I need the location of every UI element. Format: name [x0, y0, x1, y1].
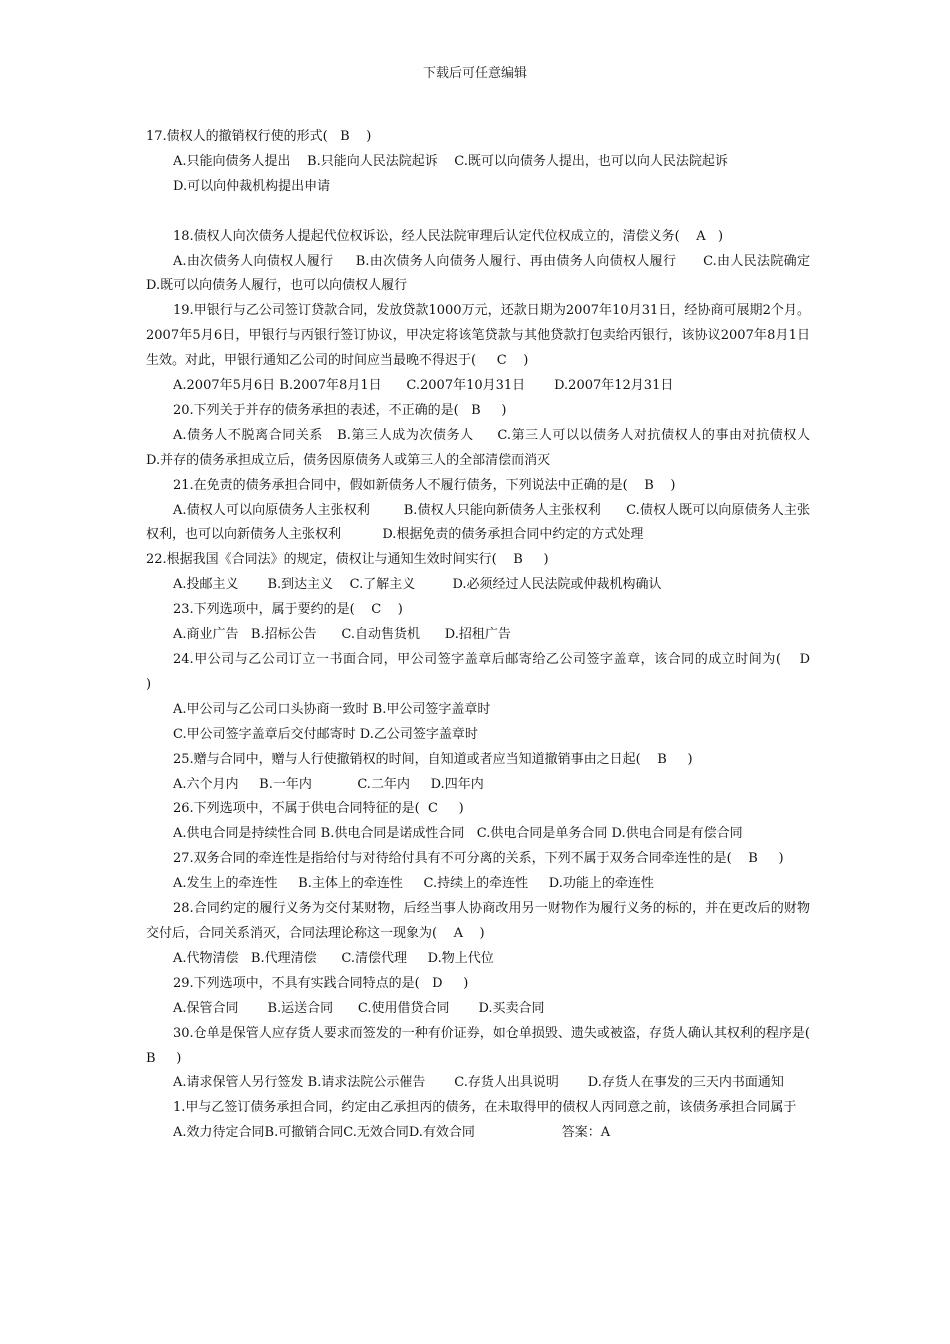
text-line: A.保管合同 B.运送合同 C.使用借贷合同 D.买卖合同	[173, 1000, 545, 1016]
text-line: A.六个月内 B.一年内 C.二年内 D.四年内	[173, 776, 484, 792]
text-line: A.代物清偿 B.代理清偿 C.清偿代理 D.物上代位	[173, 950, 494, 966]
text-line: 22.根据我国《合同法》的规定，债权让与通知生效时间实行( B )	[146, 552, 549, 568]
document-body	[146, 125, 844, 1146]
text-line: 19.甲银行与乙公司签订贷款合同，发放贷款1000万元，还款日期为2007年10月31日，经协商可展期2个月。2007年5月6日，甲银行与丙银行签订协议，甲决定将该笔贷款与其他贷款打包卖给丙银行，该协议2007年8月1日生效。对此，甲银行通知乙公司的时间应当最晚不得迟于( C )	[146, 303, 810, 369]
text-line: A.2007年5月6日 B.2007年8月1日 C.2007年10月31日 D.2007年12月31日	[173, 378, 674, 394]
text-line: 21.在免责的债务承担合同中，假如新债务人不履行债务，下列说法中正确的是( B )	[173, 477, 676, 493]
text-line: 26.下列选项中，不属于供电合同特征的是( C )	[173, 801, 464, 817]
text-line: 27.双务合同的牵连性是指给付与对待给付具有不可分离的关系，下列不属于双务合同牵连性的是( B )	[173, 851, 784, 867]
page-header: 下载后可任意编辑	[422, 66, 527, 81]
text-line: 30.仓单是保管人应存货人要求而签发的一种有价证券，如仓单损毁、遗失或被盗，存货人确认其权利的程序是( B )	[146, 1025, 823, 1066]
text-line: A.只能向债务人提出 B.只能向人民法院起诉 C.既可以向债务人提出，也可以向人民法院起诉	[173, 153, 728, 169]
text-line: A.投邮主义 B.到达主义 C.了解主义 D.必须经过人民法院或仲裁机构确认	[173, 577, 662, 593]
text-line: C.甲公司签字盖章后交付邮寄时 D.乙公司签字盖章时	[173, 726, 478, 742]
text-line: 25.赠与合同中，赠与人行使撤销权的时间，自知道或者应当知道撤销事由之日起( B )	[173, 751, 693, 767]
blank-line	[146, 200, 810, 225]
text-line: 23.下列选项中，属于要约的是( C )	[173, 602, 403, 618]
text-line: 24.甲公司与乙公司订立一书面合同，甲公司签字盖章后邮寄给乙公司签字盖章，该合同的成立时间为( D )	[146, 652, 831, 692]
text-line: A.商业广告 B.招标公告 C.自动售货机 D.招租广告	[173, 627, 511, 643]
text-line: 28.合同约定的履行义务为交付某财物，后经当事人协商改用另一财物作为履行义务的标的，并在更改后的财物交付后，合同关系消灭，合同法理论称这一现象为( A )	[146, 901, 810, 941]
text-line: A.发生上的牵连性 B.主体上的牵连性 C.持续上的牵连性 D.功能上的牵连性	[173, 876, 654, 892]
text-line: 1.甲与乙签订债务承担合同，约定由乙承担丙的债务，在未取得甲的债权人丙同意之前，该债务承担合同属于	[173, 1100, 797, 1116]
text-line: D.可以向仲裁机构提出申请	[173, 178, 331, 194]
text-line: A.由次债务人向债权人履行 B.由次债务人向债务人履行、再由债务人向债权人履行 C.由人民法院确定 D.既可以向债务人履行，也可以向债权人履行	[146, 253, 844, 294]
text-line: A.债务人不脱离合同关系 B.第三人成为次债务人 C.第三人可以以债务人对抗债权人的事由对抗债权人 D.并存的债务承担成立后，债务因原债务人或第三人的全部清偿而消灭	[146, 427, 839, 468]
text-line: A.债权人可以向原债务人主张权利 B.债权人只能向新债务人主张权利 C.债权人既可以向原债务人主张权利，也可以向新债务人主张权利 D.根据免责的债务承担合同中约定的方式处理	[146, 502, 810, 543]
text-line: 20.下列关于并存的债务承担的表述，不正确的是( B )	[173, 402, 507, 418]
text-line: A.请求保管人另行签发 B.请求法院公示催告 C.存货人出具说明 D.存货人在事发的三天内书面通知	[173, 1075, 784, 1091]
text-line: 18.债权人向次债务人提起代位权诉讼，经人民法院审理后认定代位权成立的，清偿义务( A )	[173, 228, 724, 244]
text-line: A.效力待定合同B.可撤销合同C.无效合同D.有效合同 答案：A	[173, 1125, 611, 1141]
text-line: A.供电合同是持续性合同 B.供电合同是诺成性合同 C.供电合同是单务合同 D.供电合同是有偿合同	[173, 826, 743, 842]
text-line: 29.下列选项中，不具有实践合同特点的是( D )	[173, 975, 469, 991]
text-line: 17.债权人的撤销权行使的形式( B )	[146, 129, 372, 144]
text-line: A.甲公司与乙公司口头协商一致时 B.甲公司签字盖章时	[173, 701, 491, 717]
